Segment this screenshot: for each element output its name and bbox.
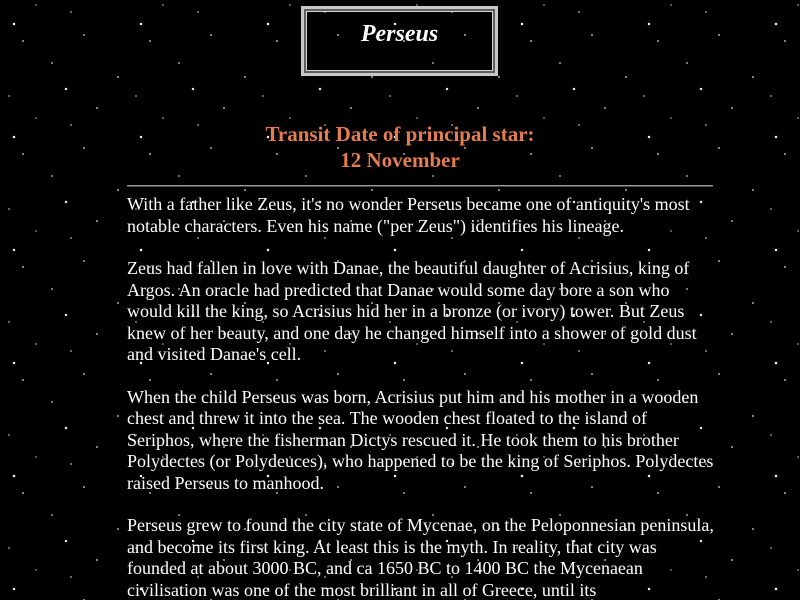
transit-date-heading xyxy=(0,121,800,173)
transit-date-label: Transit Date of principal star: xyxy=(265,122,535,146)
paragraph-mycenae: Perseus grew to found the city state of Mycenae, on the Peloponnesian peninsula, and become its first king. At least this is the myth. In reality, that city was founded at about 3000 BC, and ca 1650 BC to 1400 BC the Mycenaean civilisation was one of the most brilliant in all of Greece, until its xyxy=(127,515,714,600)
article-body xyxy=(127,194,717,600)
transit-date-value: 12 November xyxy=(340,148,460,172)
title-frame xyxy=(301,6,498,76)
horizontal-divider xyxy=(127,185,713,187)
paragraph-birth: When the child Perseus was born, Acrisius put him and his mother in a wooden chest and threw it into the sea. The wooden chest floated to the island of Seriphos, where the fisherman Dictys rescued it. He took them to his brother Polydectes (or Polydeuces), who happened to be the king of Seriphos. Polydectes raised Perseus to manhood. xyxy=(127,386,714,493)
paragraph-intro: With a father like Zeus, it's no wonder Perseus became one of antiquity's most notable characters. Even his name ("per Zeus") identifies his lineage. xyxy=(127,194,690,236)
paragraph-danae: Zeus had fallen in love with Danae, the beautiful daughter of Acrisius, king of Argos. An oracle had predicted that Danae would some day bore a son who would kill the king, so Acrisius hid her in a bronze (or ivory) tower. But Zeus knew of her beauty, and one day he changed himself into a shower of gold dust and visited Danae's cell. xyxy=(127,258,697,364)
page-title: Perseus xyxy=(360,20,439,47)
